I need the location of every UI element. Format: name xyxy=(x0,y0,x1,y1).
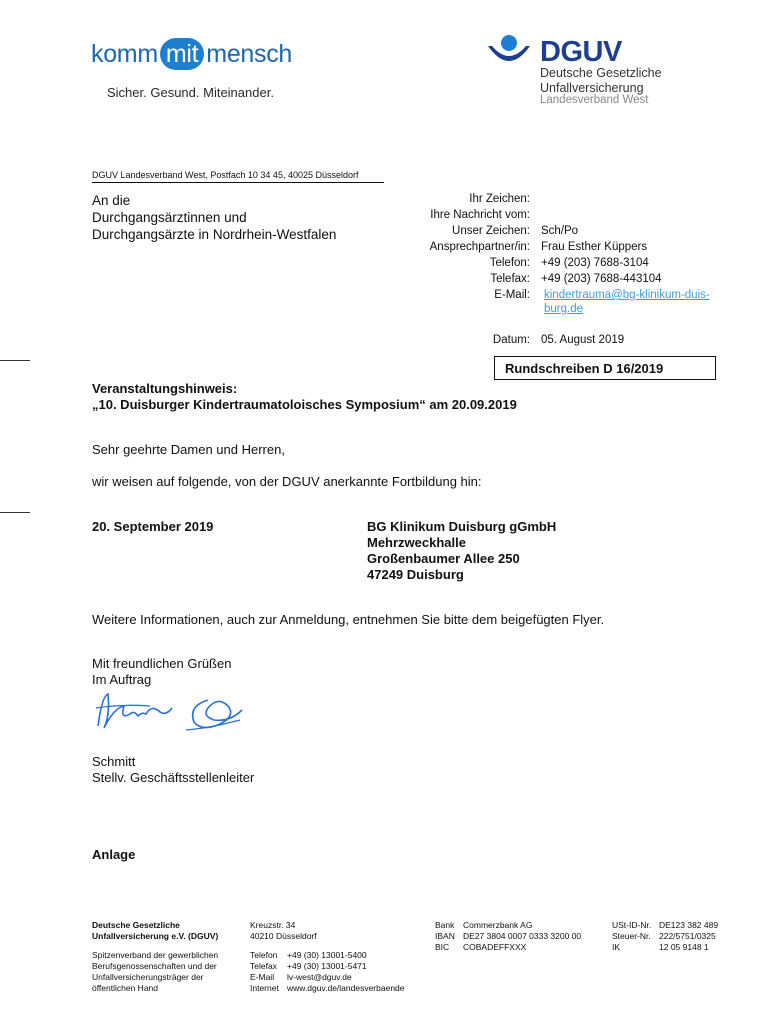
footer-street: Kreuzstr. 34 xyxy=(250,920,296,930)
dguv-name: DGUV xyxy=(540,36,622,68)
footer-bank-label: Bank xyxy=(435,920,455,930)
footer-org-line1: Deutsche Gesetzliche xyxy=(92,920,180,930)
footer-mail-label: E-Mail xyxy=(250,972,275,982)
ansprechpartner-value: Frau Esther Küppers xyxy=(541,241,648,253)
footer-fax: +49 (30) 13001-5471 xyxy=(287,961,367,971)
footer-col-bank xyxy=(435,920,581,953)
signer-name: Schmitt xyxy=(92,754,136,769)
email-link-line2[interactable]: burg.de xyxy=(544,303,584,315)
footer-tel-label: Telefon xyxy=(250,950,278,960)
footer-fax-label: Telefax xyxy=(250,961,277,971)
footer-ust: DE123 382 489 xyxy=(659,920,719,930)
footer-ik: 12 05 9148 1 xyxy=(659,942,709,952)
recipient-line1: An die xyxy=(92,193,131,208)
km-logo-part3: mensch xyxy=(206,40,293,68)
event-location-line3: Großenbaumer Allee 250 xyxy=(367,551,520,566)
telefax-value: +49 (203) 7688-443104 xyxy=(541,273,662,285)
recipient-address xyxy=(92,192,336,243)
dguv-line1: Deutsche Gesetzliche xyxy=(540,66,662,80)
footer-org-line4: Berufsgenossenschaften und der xyxy=(92,961,217,971)
subject-line2: „10. Duisburger Kindertraumatoloisches Symposium“ am 20.09.2019 xyxy=(92,397,517,412)
footer-bank: Commerzbank AG xyxy=(463,920,533,930)
footer-org-line2: Unfallversicherung e.V. (DGUV) xyxy=(92,931,219,941)
recipient-line3: Durchgangsärzte in Nordrhein-Westfalen xyxy=(92,227,337,242)
footer-col-contact xyxy=(250,920,405,994)
signer xyxy=(92,754,254,786)
footer-bic: COBADEFFXXX xyxy=(463,942,527,952)
signer-title: Stellv. Geschäftsstellenleiter xyxy=(92,770,255,785)
footer-ust-label: USt-ID-Nr. xyxy=(612,920,652,930)
telefon-label: Telefon: xyxy=(489,257,530,269)
datum-label: Datum: xyxy=(492,334,530,346)
event-location-line1: BG Klinikum Duisburg gGmbH xyxy=(367,519,557,534)
event-location-line4: 47249 Duisburg xyxy=(367,567,464,582)
closing-line2: Im Auftrag xyxy=(92,672,152,687)
email-link-line1[interactable]: kindertrauma@bg-klinikum-duis- xyxy=(544,289,710,301)
footer-iban: DE27 3804 0007 0333 3200 00 xyxy=(463,931,582,941)
event-date: 20. September 2019 xyxy=(92,519,214,534)
footer-mail[interactable]: lv-west@dguv.de xyxy=(287,972,352,982)
dguv-logo-icon xyxy=(486,34,532,68)
km-logo-part2: mit xyxy=(160,38,204,70)
fold-mark xyxy=(0,512,30,513)
recipient-line2: Durchgangsärztinnen und xyxy=(92,210,247,225)
fold-mark xyxy=(0,360,30,361)
email-label: E-Mail: xyxy=(494,289,530,301)
anlage-label: Anlage xyxy=(92,847,136,862)
footer-org-line5: Unfallversicherungsträger der xyxy=(92,972,204,982)
footer-city: 40210 Düsseldorf xyxy=(250,931,317,941)
dguv-landesverband: Landesverband West xyxy=(540,94,649,106)
more-info-text: Weitere Informationen, auch zur Anmeldung, entnehmen Sie bitte dem beigefügten Flyer. xyxy=(92,612,605,627)
unser-zeichen-value: Sch/Po xyxy=(541,225,579,237)
kommmitmensch-logo xyxy=(91,38,292,70)
unser-zeichen-label: Unser Zeichen: xyxy=(452,225,530,237)
footer-tel: +49 (30) 13001-5400 xyxy=(287,950,367,960)
footer-web-label: Internet xyxy=(250,983,279,993)
greeting: Sehr geehrte Damen und Herren, xyxy=(92,442,285,457)
intro-text: wir weisen auf folgende, von der DGUV anerkannte Fortbildung hin: xyxy=(92,474,482,489)
rundschreiben-box: Rundschreiben D 16/2019 xyxy=(494,356,716,380)
footer-iban-label: IBAN xyxy=(435,931,455,941)
event-location-line2: Mehrzweckhalle xyxy=(367,535,466,550)
handwritten-signature xyxy=(90,686,250,736)
footer-steuer: 222/5751/0325 xyxy=(659,931,716,941)
datum-value: 05. August 2019 xyxy=(541,334,625,346)
footer-web[interactable]: www.dguv.de/landesverbaende xyxy=(287,983,405,993)
event-location xyxy=(367,519,556,583)
footer-org-line6: öffentlichen Hand xyxy=(92,983,159,993)
km-logo-part1: komm xyxy=(91,40,158,68)
ansprechpartner-label: Ansprechpartner/in: xyxy=(429,241,530,253)
nachricht-label: Ihre Nachricht vom: xyxy=(430,209,530,221)
footer-steuer-label: Steuer-Nr. xyxy=(612,931,651,941)
subject xyxy=(92,381,517,413)
closing xyxy=(92,656,231,688)
footer-ik-label: IK xyxy=(612,942,621,952)
sender-line: DGUV Landesverband West, Postfach 10 34 45, 40025 Düsseldorf xyxy=(92,170,384,183)
footer-col-tax xyxy=(612,920,718,953)
footer-col-organization xyxy=(92,920,218,994)
telefax-label: Telefax: xyxy=(490,273,530,285)
footer-org-line3: Spitzenverband der gewerblichen xyxy=(92,950,219,960)
closing-line1: Mit freundlichen Grüßen xyxy=(92,656,232,671)
km-tagline: Sicher. Gesund. Miteinander. xyxy=(107,85,274,100)
telefon-value: +49 (203) 7688-3104 xyxy=(541,257,649,269)
dguv-line2: Unfallversicherung xyxy=(540,81,644,95)
dguv-subtitle xyxy=(540,66,662,96)
subject-line1: Veranstaltungshinweis: xyxy=(92,381,238,396)
ihr-zeichen-label: Ihr Zeichen: xyxy=(469,193,530,205)
footer-bic-label: BIC xyxy=(435,942,450,952)
